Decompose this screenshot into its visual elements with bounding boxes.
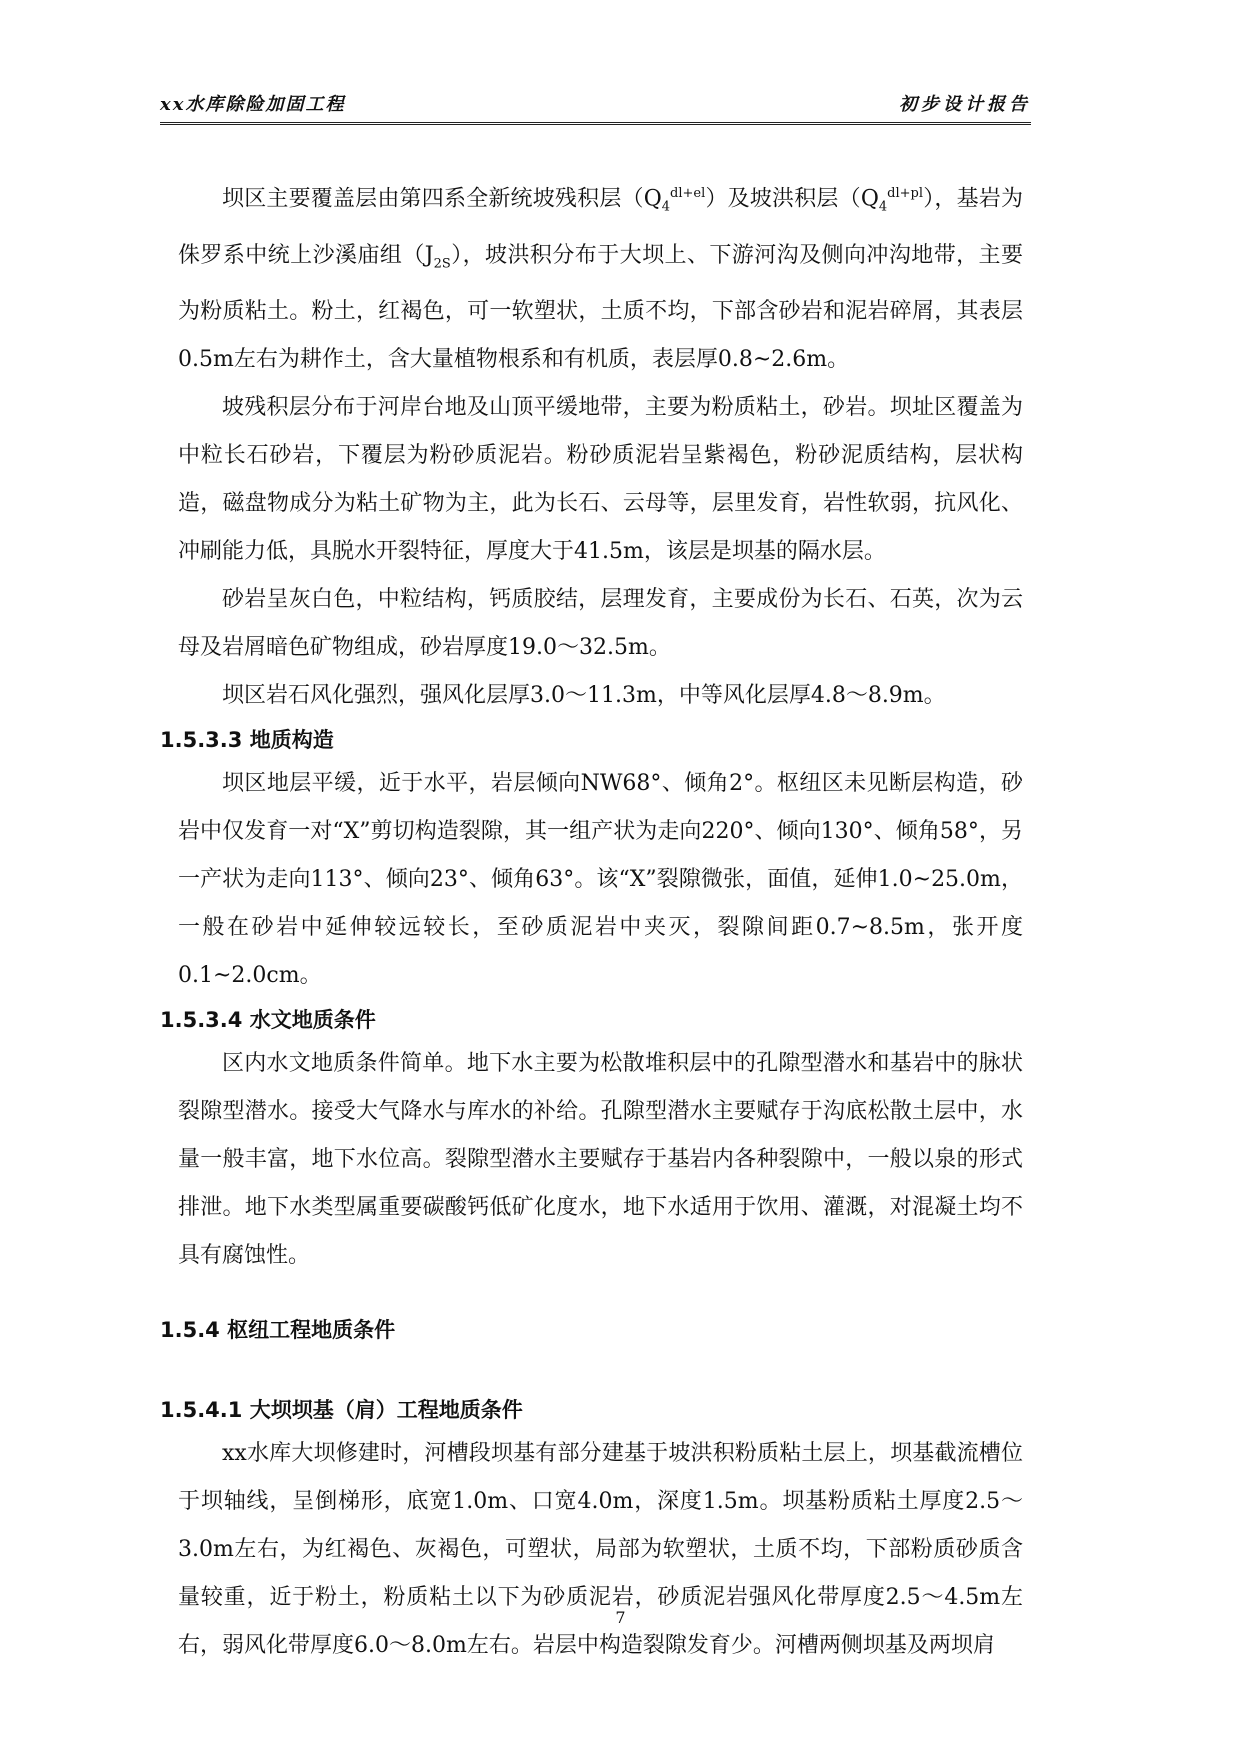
document-body [160,170,1023,1670]
header-report-title: 初步设计报告 [899,94,1031,115]
header-project-title: xx水库除险加固工程 [160,94,346,115]
heading-hub-engineering: 1.5.4 枢纽工程地质条件 [160,1318,396,1343]
page-header [160,92,1031,125]
paragraph-dam-foundation: xx水库大坝修建时，河槽段坝基有部分建基于坡洪积粉质粘土层上，坝基截流槽位于坝轴线，呈倒梯形，底宽1.0m、口宽4.0m，深度1.5m。坝基粉质粘土厚度2.5～3.0m左右，为红褐色、灰褐色，可塑状，局部为软塑状，土质不均，下部粉质砂质含量较重，近于粉土，粉质粘土以下为砂质泥岩，砂质泥岩强风化带厚度2.5～4.5m左右，弱风化带厚度6.0～8.0m左右。岩层中构造裂隙发育少。河槽两侧坝基及两坝肩 [178,1441,1023,1659]
heading-geologic-structure: 1.5.3.3 地质构造 [160,728,334,753]
paragraph-structure: 坝区地层平缓，近于水平，岩层倾向NW68°、倾角2°。枢纽区未见断层构造，砂岩中仅发育一对“X”剪切构造裂隙，其一组产状为走向220°、倾向130°、倾角58°，另一产状为走向113°、倾向23°、倾角63°。该“X”裂隙微张，面值，延伸1.0~25.0m，一般在砂岩中延伸较远较长，至砂质泥岩中夹灭，裂隙间距0.7~8.5m，张开度0.1~2.0cm。 [178,771,1023,989]
heading-dam-foundation: 1.5.4.1 大坝坝基（肩）工程地质条件 [160,1398,523,1423]
paragraph-hydrogeology: 区内水文地质条件简单。地下水主要为松散堆积层中的孔隙型潜水和基岩中的脉状裂隙型潜水。接受大气降水与库水的补给。孔隙型潜水主要赋存于沟底松散土层中，水量一般丰富，地下水位高。裂隙型潜水主要赋存于基岩内各种裂隙中，一般以泉的形式排泄。地下水类型属重要碳酸钙低矿化度水，地下水适用于饮用、灌溉，对混凝土均不具有腐蚀性。 [178,1051,1023,1269]
heading-hydrogeology: 1.5.3.4 水文地质条件 [160,1008,376,1033]
paragraph-weathering: 坝区岩石风化强烈，强风化层厚3.0～11.3m，中等风化层厚4.8～8.9m。 [222,683,946,709]
page-number: 7 [615,1608,626,1627]
paragraph-residual-layer: 坡残积层分布于河岸台地及山顶平缓地带，主要为粉质粘土，砂岩。坝址区覆盖为中粒长石砂岩，下覆层为粉砂质泥岩。粉砂质泥岩呈紫褐色，粉砂泥质结构，层状构造，磁盘物成分为粘土矿物为主，此为长石、云母等，层里发育，岩性软弱，抗风化、冲刷能力低，具脱水开裂特征，厚度大于41.5m，该层是坝基的隔水层。 [178,395,1023,565]
paragraph-overburden: 坝区主要覆盖层由第四系全新统坡残积层$(Q_4^{dl+el})$及坡洪积层$(Q_4^{dl+pl})$，基岩为侏罗系中统上沙溪庙组$(J_{2S})$，坡洪积分布于大坝上、下游河沟及侧向冲沟地带，主要为粉质粘土。粉土，红褐色，可一软塑状，土质不均，下部含砂岩和泥岩碎屑，其表层0.5m左右为耕作土，含大量植物根系和有机质，表层厚0.8~2.6m。 [178,186,1023,373]
paragraph-sandstone: 砂岩呈灰白色，中粒结构，钙质胶结，层理发育，主要成份为长石、石英，次为云母及岩屑暗色矿物组成，砂岩厚度19.0～32.5m。 [178,587,1023,661]
